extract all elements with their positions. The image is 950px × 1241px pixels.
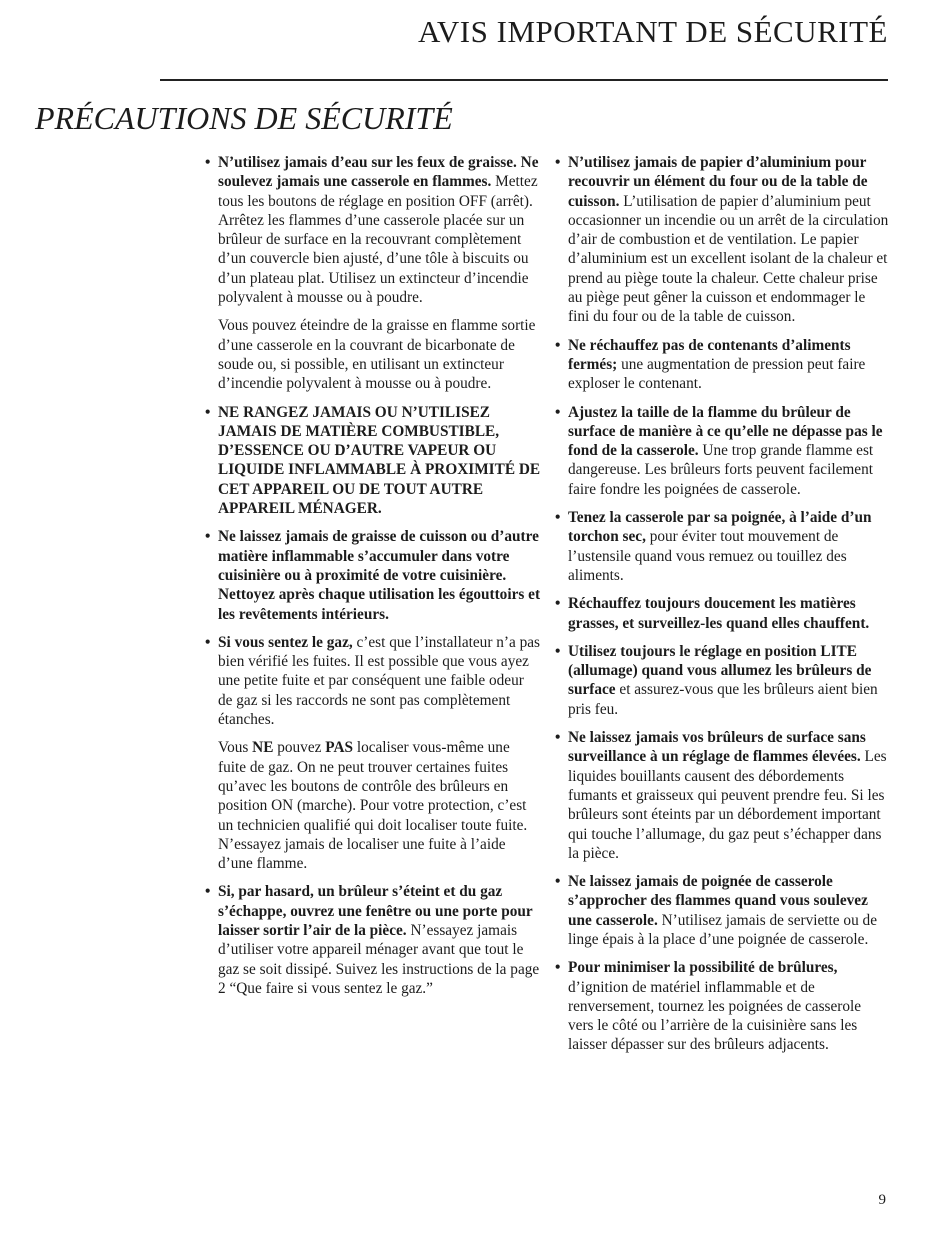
bullet-lead: Si, par hasard, un brûleur s’éteint et du gaz s’échappe, ouvrez une fenêtre ou une porte pour laisser sortir l’air de la pièce. (218, 883, 533, 939)
bullet-symbol: • (555, 959, 561, 977)
bullet-text: pour éviter tout mouvement de l’ustensile quand vous remuez ou touillez des aliments. (568, 528, 847, 584)
bullet-item-grease-buildup (205, 527, 541, 623)
bullet-lead: Réchauffez toujours doucement les matières grasses, et surveillez-les quand elles chauffent. (568, 595, 870, 632)
bullet-symbol: • (555, 729, 561, 747)
bullet-text: Les liquides bouillants causent des débordements fumants et graisseux qui peuvent prendre feu. Si les brûleurs sont éteints par un débordement important qui touche l’allumage, du gaz peut s’échapper dans la pièce. (568, 748, 887, 862)
bullet-text: L’utilisation de papier d’aluminium peut occasionner un incendie ou un arrêt de la circulation d’air de combustion et de ventilation. Le papier d’aluminium est un excellent isolant de la chaleur et prend au piège toute la chaleur. Cette chaleur prise au piège peut gêner la cuisson et endommager le fini du four ou de la table de cuisson. (568, 192, 889, 326)
bullet-lead: Ne réchauffez pas de contenants d’aliments fermés; (568, 336, 851, 373)
bullet-lead: N’utilisez jamais d’eau sur les feux de graisse. Ne soulevez jamais une casserole en flammes. (218, 154, 539, 191)
bullet-item-aluminum-foil (555, 153, 889, 327)
bullet-item-hold-handle (555, 508, 889, 585)
page-number: 9 (878, 1192, 886, 1208)
bullet-item-flammables (205, 403, 541, 519)
bullet-symbol: • (205, 403, 211, 421)
bullet-lead: N’utilisez jamais de papier d’aluminium pour recouvrir un élément du four ou de la table de cuisson. (568, 154, 868, 210)
bullet-symbol: • (205, 883, 211, 901)
bullet-text: N’utilisez jamais de serviette ou de linge épais à la place d’une poignée de casserole. (568, 911, 877, 948)
bullet-item-grease-fire (205, 153, 541, 307)
header-rule (160, 79, 888, 81)
bullet-lead: Ajustez la taille de la flamme du brûleur de surface de manière à ce qu’elle ne dépasse pas le fond de la casserole. (568, 403, 883, 460)
section-title: PRÉCAUTIONS DE SÉCURITÉ (35, 100, 453, 136)
bullet-text: une augmentation de pression peut faire exploser le contenant. (568, 355, 866, 393)
bullet-item-minimize-burns (555, 958, 889, 1054)
bullet-text: et assurez-vous que les brûleurs aient bien pris feu. (568, 681, 878, 718)
paragraph-baking-soda (205, 316, 541, 393)
bullet-text: N’essayez jamais d’utiliser votre appareil ménager avant que tout le gaz se soit dissipé. Suivez les instructions de la page 2 “Que faire si vous sentez le gaz.” (218, 921, 540, 997)
bullet-item-lite-setting (555, 642, 889, 719)
bullet-item-pot-holder (555, 872, 889, 949)
bullet-lead: Pour minimiser la possibilité de brûlures, (568, 959, 838, 977)
bullet-item-closed-containers (555, 336, 889, 394)
bullet-lead: Tenez la casserole par sa poignée, à l’aide d’un torchon sec, (568, 509, 872, 546)
bullet-item-gas-smell (205, 633, 541, 729)
bullet-symbol: • (555, 642, 561, 660)
paragraph-text: Vous pouvez éteindre de la graisse en flamme sortie d’une casserole en la couvrant de bicarbonate de soude ou, si possible, en utilisant un extincteur d’incendie polyvalent à mousse ou à poudre. (218, 317, 536, 393)
bullet-symbol: • (555, 154, 561, 171)
bullet-lead: NE RANGEZ JAMAIS OU N’UTILISEZ JAMAIS DE MATIÈRE COMBUSTIBLE, D’ESSENCE OU D’AUTRE VAPEUR OU LIQUIDE INFLAMMABLE À PROXIMITÉ DE CET APPAREIL OU DE TOUT AUTRE APPAREIL MÉNAGER. (218, 403, 541, 518)
paragraph-bold-ne: NE (252, 739, 274, 757)
left-column (205, 153, 541, 1007)
bullet-item-unattended (555, 728, 889, 863)
bullet-symbol: • (205, 633, 211, 651)
bullet-symbol: • (555, 336, 561, 354)
paragraph-text: localiser vous-même une fuite de gaz. On ne peut trouver certaines fuites qu’avec les boutons de contrôle des brûleurs en position ON (marche). Pour votre protection, c’est un technicien qualifié qui doit localiser toute fuite. N’essayez jamais de localiser une fuite à l’aide d’une flamme. (218, 739, 528, 873)
bullet-symbol: • (555, 509, 561, 527)
paragraph-leak-locating (205, 738, 541, 873)
page-header-title: AVIS IMPORTANT DE SÉCURITÉ (418, 14, 888, 49)
bullet-lead: Ne laissez jamais vos brûleurs de surface sans surveillance à un réglage de flammes élevées. (568, 729, 866, 766)
paragraph-bold-pas: PAS (325, 739, 353, 757)
bullet-item-burner-out (205, 882, 541, 998)
bullet-lead: Utilisez toujours le réglage en position LITE (allumage) quand vous allumez les brûleurs de surface (568, 642, 872, 699)
bullet-symbol: • (205, 154, 211, 171)
bullet-item-heat-fats (555, 594, 889, 633)
bullet-symbol: • (205, 528, 211, 546)
bullet-text: Mettez tous les boutons de réglage en position OFF (arrêt). Arrêtez les flammes d’une casserole placée sur un brûleur de surface en la recouvrant complètement d’un couvercle bien ajusté, d’une tôle à biscuits ou d’un plateau plat. Utilisez un extincteur d’incendie polyvalent à mousse ou à poudre. (218, 173, 538, 307)
bullet-lead: Ne laissez jamais de graisse de cuisson ou d’autre matière inflammable s’accumuler dans votre cuisinière ou à proximité de votre cuisinière. Nettoyez après chaque utilisation les égouttoirs et les revêtements intérieurs. (218, 528, 541, 623)
bullet-symbol: • (555, 403, 561, 421)
bullet-lead: Ne laissez jamais de poignée de casserole s’approcher des flammes quand vous soulevez une casserole. (568, 873, 868, 929)
bullet-text: Une trop grande flamme est dangereuse. Les brûleurs forts peuvent facilement faire fondre les poignées de casserole. (568, 442, 874, 498)
bullet-item-flame-size (555, 403, 889, 499)
bullet-symbol: • (555, 873, 561, 891)
right-column (555, 153, 889, 1064)
paragraph-mid: pouvez (273, 739, 326, 757)
bullet-text: c’est que l’installateur n’a pas bien vérifié les fuites. Il est possible que vous ayez une petite fuite et par conséquent une faible odeur de gaz si les raccords ne sont pas complètement étanches. (218, 633, 540, 729)
bullet-lead: Si vous sentez le gaz, (218, 633, 353, 651)
paragraph-pre: Vous (218, 739, 253, 757)
bullet-text: d’ignition de matériel inflammable et de renversement, tournez les poignées de casserole vers le côté ou l’arrière de la cuisinière sans les laisser dépasser sur des brûleurs adjacents. (568, 978, 862, 1054)
bullet-symbol: • (555, 595, 561, 613)
